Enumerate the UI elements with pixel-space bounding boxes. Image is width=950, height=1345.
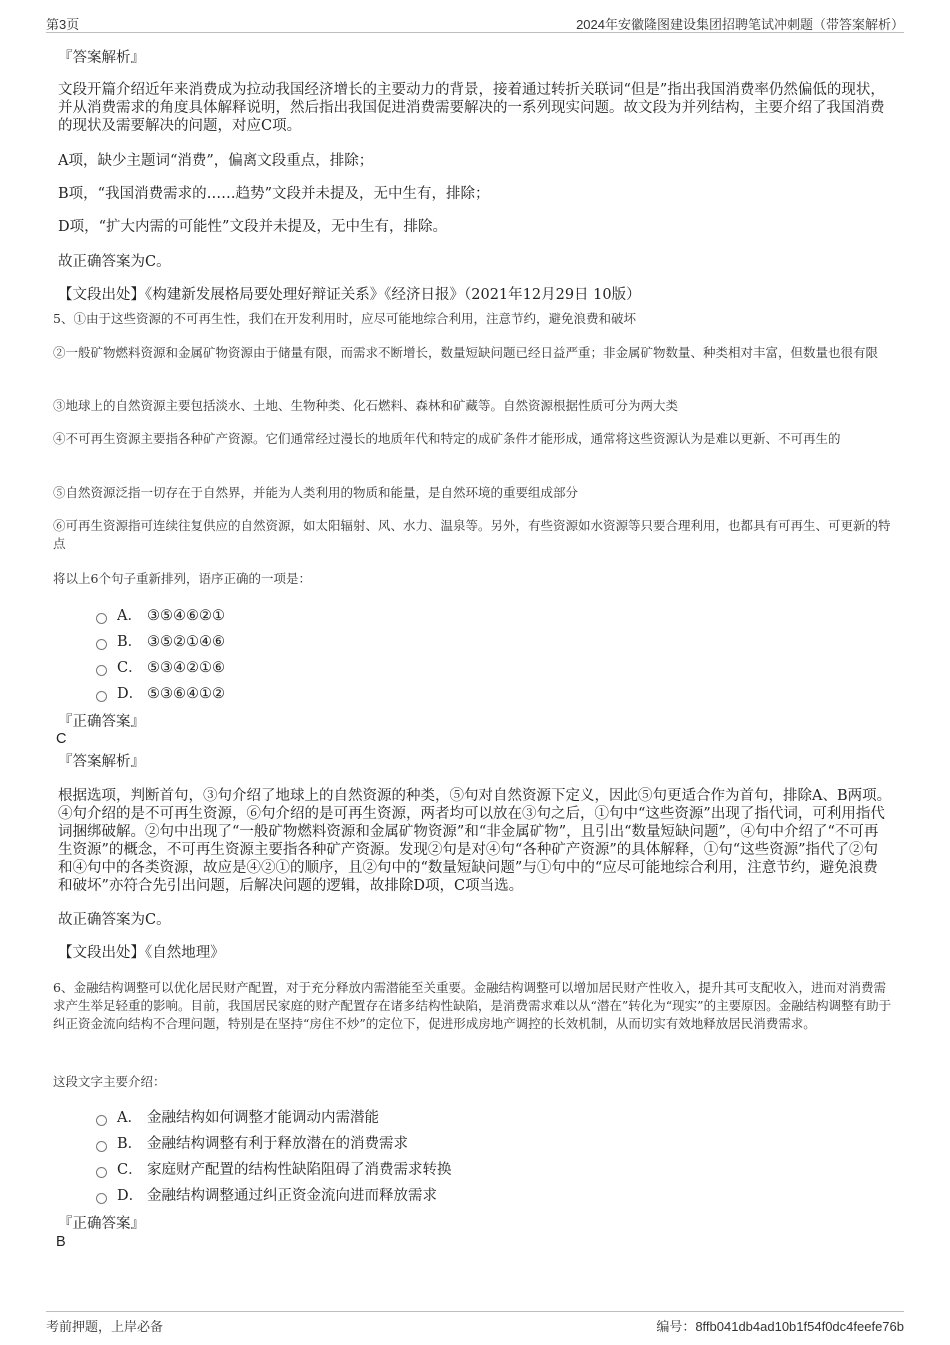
q5-answer: C: [56, 731, 67, 747]
document-title: 2024年安徽隆图建设集团招聘笔试冲刺题（带答案解析）: [576, 17, 904, 32]
q4-conclusion: 故正确答案为C。: [58, 254, 171, 270]
q4-analysis-label: 『答案解析』: [58, 50, 145, 66]
q5-option-b[interactable]: B． ③⑤②①④⑥: [96, 633, 225, 651]
q6-option-a[interactable]: A． 金融结构如何调整才能调动内需潜能: [96, 1109, 379, 1127]
radio-icon[interactable]: [96, 1115, 107, 1126]
radio-icon[interactable]: [96, 1193, 107, 1204]
q4-option-d-note: D项，“扩大内需的可能性”文段并未提及，无中生有，排除。: [58, 219, 447, 235]
page-header: [46, 10, 904, 33]
q5-sentence-4: ④不可再生资源主要指各种矿产资源。它们通常经过漫长的地质年代和特定的成矿条件才能形成，通常将这些资源认为是难以更新、不可再生的: [53, 431, 841, 446]
page-number: 第3页: [46, 17, 80, 32]
q6-option-c[interactable]: C． 家庭财产配置的结构性缺陷阻碍了消费需求转换: [96, 1161, 452, 1179]
radio-icon[interactable]: [96, 613, 107, 624]
q5-sentence-1: 5、①由于这些资源的不可再生性，我们在开发利用时，应尽可能地综合利用，注意节约，避免浪费和破坏: [53, 311, 636, 326]
q4-option-a-note: A项，缺少主题词“消费”，偏离文段重点，排除；: [58, 153, 374, 169]
q6-answer: B: [56, 1234, 66, 1250]
radio-icon[interactable]: [96, 1141, 107, 1152]
q5-option-c[interactable]: C． ⑤③④②①⑥: [96, 659, 225, 677]
q6-option-d[interactable]: D． 金融结构调整通过纠正资金流向进而释放需求: [96, 1187, 437, 1205]
q5-analysis-text: 根据选项，判断首句，③句介绍了地球上的自然资源的种类，⑤句对自然资源下定义，因此⑤句更适合作为首句，排除A、B两项。④句介绍的是不可再生资源，⑥句介绍的是可再生资源，两者均可以放在③句之后，①句中“这些资源”出现了指代词，可利用指代词捆绑破解。②句中出现了“一般矿物燃料资源和金属矿物资源”和“非金属矿物”，且引出“数量短缺问题”，④句中介绍了“不可再生资源”的概念，不可再生资源主要指各种矿产资源。发现②句是对④句“各种矿产资源”的具体解释，①句“这些资源”指代了②句和④句中的各类资源，故应是④②①的顺序，且②句中的“数量短缺问题”与①句中的“应尽可能地综合利用，注意节约，避免浪费和破坏”亦符合先引出问题，后解决问题的逻辑，故排除D项，C项当选。: [58, 788, 892, 894]
q4-analysis-text: 文段开篇介绍近年来消费成为拉动我国经济增长的主要动力的背景，接着通过转折关联词“但是”指出我国消费率仍然偏低的现状，并从消费需求的角度具体解释说明，然后指出我国促进消费需要解决的一系列现实问题。故文段为并列结构，主要介绍了我国消费的现状及需要解决的问题，对应C项。: [58, 82, 885, 134]
q5-option-a[interactable]: A． ③⑤④⑥②①: [96, 607, 225, 625]
q6-option-b[interactable]: B． 金融结构调整有利于释放潜在的消费需求: [96, 1135, 408, 1153]
q6-prompt: 这段文字主要介绍：: [53, 1074, 166, 1089]
q5-prompt: 将以上6个句子重新排列，语序正确的一项是：: [53, 571, 311, 586]
q6-answer-label: 『正确答案』: [58, 1216, 145, 1232]
q5-source: 【文段出处】《自然地理》: [58, 945, 225, 961]
radio-icon[interactable]: [96, 1167, 107, 1178]
q5-sentence-2: ②一般矿物燃料资源和金属矿物资源由于储量有限，而需求不断增长，数量短缺问题已经日益严重；非金属矿物数量、种类相对丰富，但数量也很有限: [53, 345, 879, 360]
q5-analysis-label: 『答案解析』: [58, 754, 145, 770]
q5-conclusion: 故正确答案为C。: [58, 912, 171, 928]
q6-stem: 6、金融结构调整可以优化居民财产配置，对于充分释放内需潜能至关重要。金融结构调整可以增加居民财产性收入，提升其可支配收入，进而对消费需求产生举足轻重的影响。目前，我国居民家庭的财产配置存在诸多结构性缺陷，是消费需求难以从“潜在”转化为“现实”的主要原因。金融结构调整有助于纠正资金流向结构不合理问题，特别是在坚持“房住不炒”的定位下，促进形成房地产调控的长效机制，从而切实有效地释放居民消费需求。: [53, 980, 892, 1031]
radio-icon[interactable]: [96, 665, 107, 676]
q5-sentence-5: ⑤自然资源泛指一切存在于自然界，并能为人类利用的物质和能量，是自然环境的重要组成部分: [53, 485, 579, 500]
q5-sentence-6: ⑥可再生资源指可连续往复供应的自然资源，如太阳辐射、风、水力、温泉等。另外，有些资源如水资源等只要合理利用，也都具有可再生、可更新的特点: [53, 518, 891, 551]
q5-sentence-3: ③地球上的自然资源主要包括淡水、土地、生物种类、化石燃料、森林和矿藏等。自然资源根据性质可分为两大类: [53, 398, 679, 413]
footer-code: 编号：8ffb041db4ad10b1f54f0dc4feefe76b: [656, 1319, 904, 1334]
q5-option-d[interactable]: D． ⑤③⑥④①②: [96, 685, 225, 703]
page-footer: [46, 1311, 904, 1336]
q4-option-b-note: B项，“我国消费需求的……趋势”文段并未提及，无中生有，排除；: [58, 186, 490, 202]
footer-slogan: 考前押题，上岸必备: [46, 1319, 164, 1334]
radio-icon[interactable]: [96, 639, 107, 650]
radio-icon[interactable]: [96, 691, 107, 702]
q4-source: 【文段出处】《构建新发展格局要处理好辩证关系》《经济日报》（2021年12月29日 10版）: [58, 287, 641, 303]
q5-answer-label: 『正确答案』: [58, 714, 145, 730]
